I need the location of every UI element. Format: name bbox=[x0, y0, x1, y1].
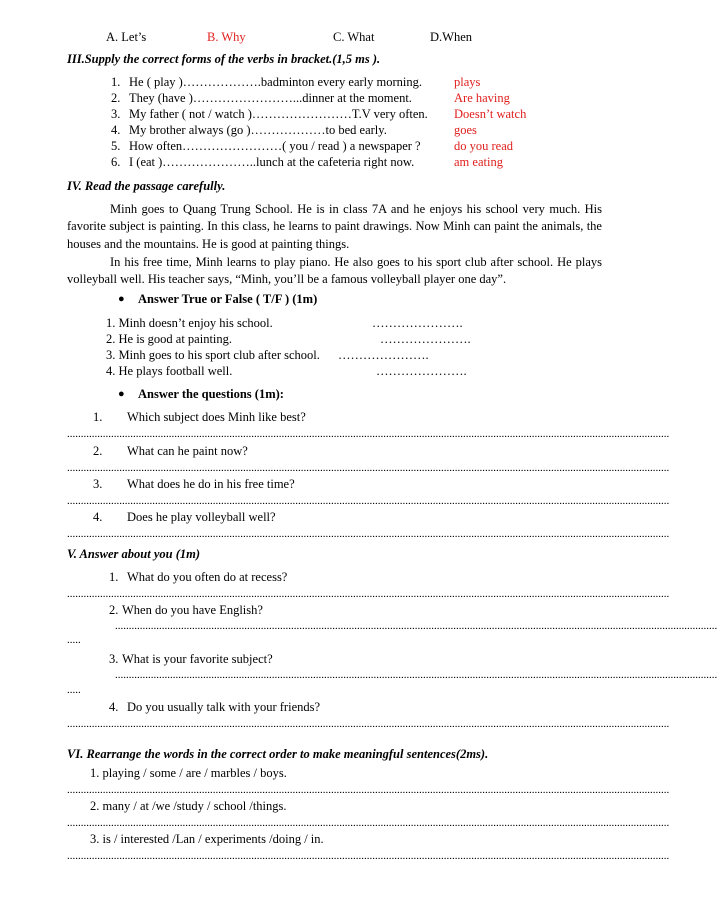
bullet-icon: ● bbox=[118, 388, 125, 400]
question-text: What does he do in his free time? bbox=[127, 477, 295, 491]
answer-line[interactable]: ........................................................................................................................................................................................................................... bbox=[115, 669, 717, 681]
section-4-title: IV. Read the passage carefully. bbox=[67, 179, 226, 193]
tf-statement: 1. Minh doesn’t enjoy his school. bbox=[106, 316, 273, 330]
question-number: 4. bbox=[109, 700, 119, 714]
question-text: Does he play volleyball well? bbox=[127, 510, 276, 524]
answer-text: am eating bbox=[454, 155, 503, 169]
answer-text: plays bbox=[454, 75, 481, 89]
tf-title: Answer True or False ( T/F ) (1m) bbox=[138, 292, 318, 306]
answer-text: Doesn’t watch bbox=[454, 107, 527, 121]
item-text: They (have )……………………...dinner at the moment. bbox=[129, 91, 412, 105]
tf-statement: 4. He plays football well. bbox=[106, 364, 233, 378]
question-text: What can he paint now? bbox=[127, 444, 248, 458]
item-text: I (eat )…………………..lunch at the cafeteria right now. bbox=[129, 155, 415, 169]
answer-line[interactable]: ........................................................................................................................................................................................................................... bbox=[67, 495, 670, 507]
question-number: 4. bbox=[93, 510, 103, 524]
passage-paragraph-2: In his free time, Minh learns to play piano. He also goes to his sport club after school. He plays volleyball well. His teacher says, “Minh, you’ll be a famous volleyball player one day”. bbox=[67, 255, 602, 287]
question-number: 3. bbox=[93, 477, 103, 491]
tf-answer-blank[interactable]: …………………. bbox=[376, 364, 467, 378]
answer-line-tail: ..... bbox=[67, 684, 81, 696]
answer-line-tail: ..... bbox=[67, 634, 81, 646]
rearrange-item: 2. many / at /we /study / school /things. bbox=[90, 799, 287, 813]
item-number: 2. bbox=[111, 91, 121, 105]
question-text: When do you have English? bbox=[122, 603, 263, 617]
tf-statement: 3. Minh goes to his sport club after school. bbox=[106, 348, 320, 362]
questions-title: Answer the questions (1m): bbox=[138, 387, 284, 401]
answer-line[interactable]: ........................................................................................................................................................................................................................... bbox=[115, 620, 717, 632]
answer-line[interactable]: ........................................................................................................................................................................................................................... bbox=[67, 850, 670, 862]
item-text: My father ( not / watch )……………………T.V very often. bbox=[129, 107, 428, 121]
item-text: He ( play )……………….badminton every early morning. bbox=[129, 75, 422, 89]
answer-line[interactable]: ........................................................................................................................................................................................................................... bbox=[67, 428, 670, 440]
tf-answer-blank[interactable]: …………………. bbox=[338, 348, 429, 362]
section-3-title: III.Supply the correct forms of the verbs in bracket.(1,5 ms ). bbox=[67, 52, 381, 66]
question-text: Which subject does Minh like best? bbox=[127, 410, 306, 424]
question-number: 1. bbox=[109, 570, 119, 584]
tf-statement: 2. He is good at painting. bbox=[106, 332, 233, 346]
answer-text: Are having bbox=[454, 91, 510, 105]
answer-line[interactable]: ........................................................................................................................................................................................................................... bbox=[67, 528, 670, 540]
passage-paragraph-1: Minh goes to Quang Trung School. He is in class 7A and he enjoys his school very much. His favorite subject is painting. In this class, he learns to paint drawings. Now Minh can paint the animals, the houses and the mountains. He is good at painting things. bbox=[67, 202, 602, 251]
answer-text: do you read bbox=[454, 139, 514, 153]
item-number: 4. bbox=[111, 123, 121, 137]
answer-line[interactable]: ........................................................................................................................................................................................................................... bbox=[67, 817, 670, 829]
section-6-title: VI. Rearrange the words in the correct order to make meaningful sentences(2ms). bbox=[67, 747, 489, 761]
option-d: D.When bbox=[430, 30, 472, 44]
question-number: 1. bbox=[93, 410, 103, 424]
item-number: 1. bbox=[111, 75, 121, 89]
answer-line[interactable]: ........................................................................................................................................................................................................................... bbox=[67, 462, 670, 474]
tf-answer-blank[interactable]: …………………. bbox=[380, 332, 471, 346]
answer-line[interactable]: ........................................................................................................................................................................................................................... bbox=[67, 718, 670, 730]
question-text: What do you often do at recess? bbox=[127, 570, 288, 584]
item-number: 5. bbox=[111, 139, 121, 153]
question-number: 2. bbox=[109, 603, 119, 617]
answer-line[interactable]: ........................................................................................................................................................................................................................... bbox=[67, 588, 670, 600]
answer-text: goes bbox=[454, 123, 477, 137]
item-text: How often……………………( you / read ) a newspaper ? bbox=[129, 139, 421, 153]
bullet-icon: ● bbox=[118, 293, 125, 305]
question-number: 2. bbox=[93, 444, 103, 458]
answer-line[interactable]: ........................................................................................................................................................................................................................... bbox=[67, 784, 670, 796]
tf-answer-blank[interactable]: …………………. bbox=[372, 316, 463, 330]
item-number: 6. bbox=[111, 155, 121, 169]
item-number: 3. bbox=[111, 107, 121, 121]
question-text: Do you usually talk with your friends? bbox=[127, 700, 321, 714]
option-b: B. Why bbox=[207, 30, 246, 44]
section-5-title: V. Answer about you (1m) bbox=[67, 547, 201, 561]
item-text: My brother always (go )………………to bed early. bbox=[129, 123, 387, 137]
question-text: What is your favorite subject? bbox=[122, 652, 273, 666]
option-c: C. What bbox=[333, 30, 375, 44]
question-number: 3. bbox=[109, 652, 119, 666]
rearrange-item: 3. is / interested /Lan / experiments /doing / in. bbox=[90, 832, 324, 846]
option-a: A. Let’s bbox=[106, 30, 147, 44]
rearrange-item: 1. playing / some / are / marbles / boys. bbox=[90, 766, 287, 780]
